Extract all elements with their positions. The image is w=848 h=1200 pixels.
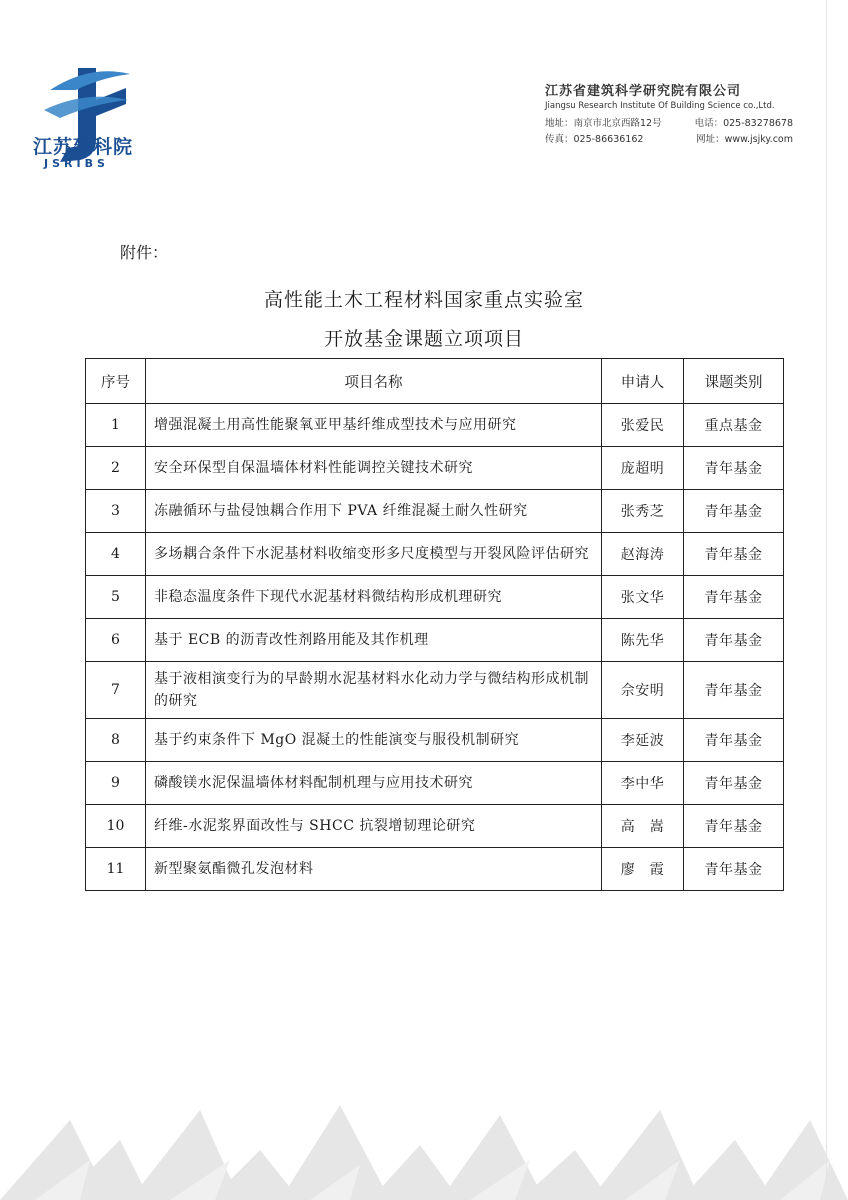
row-category: 重点基金 (684, 404, 784, 447)
row-project-name: 新型聚氨酯微孔发泡材料 (146, 848, 602, 891)
row-num: 8 (86, 719, 146, 762)
contact-row-2 (545, 131, 793, 145)
row-category: 青年基金 (684, 576, 784, 619)
row-category: 青年基金 (684, 805, 784, 848)
row-category: 青年基金 (684, 447, 784, 490)
logo-english-name: JSRIBS (44, 157, 109, 170)
row-applicant: 张文华 (602, 576, 684, 619)
table-row (86, 662, 784, 719)
table-header-row (86, 359, 784, 404)
row-project-name: 基于约束条件下 MgO 混凝土的性能演变与服役机制研究 (146, 719, 602, 762)
row-project-name: 基于液相演变行为的早龄期水泥基材料水化动力学与微结构形成机制的研究 (146, 662, 602, 719)
row-num: 5 (86, 576, 146, 619)
row-num: 3 (86, 490, 146, 533)
footer-triangle-pattern (0, 1010, 848, 1200)
row-project-name: 纤维-水泥浆界面改性与 SHCC 抗裂增韧理论研究 (146, 805, 602, 848)
row-applicant: 赵海涛 (602, 533, 684, 576)
row-applicant: 张秀芝 (602, 490, 684, 533)
row-project-name: 基于 ECB 的沥青改性剂路用能及其作机理 (146, 619, 602, 662)
row-num: 1 (86, 404, 146, 447)
company-address: 地址：南京市北京西路12号 (545, 118, 662, 129)
annex-label: 附件： (120, 243, 169, 262)
table-row (86, 447, 784, 490)
row-category: 青年基金 (684, 719, 784, 762)
table-row (86, 404, 784, 447)
row-num: 6 (86, 619, 146, 662)
row-applicant: 佘安明 (602, 662, 684, 719)
row-project-name: 冻融循环与盐侵蚀耦合作用下 PVA 纤维混凝土耐久性研究 (146, 490, 602, 533)
row-category: 青年基金 (684, 848, 784, 891)
header-project-name: 项目名称 (146, 359, 602, 404)
row-applicant: 李延波 (602, 719, 684, 762)
row-num: 11 (86, 848, 146, 891)
row-applicant: 张爱民 (602, 404, 684, 447)
header-category: 课题类别 (684, 359, 784, 404)
table-row (86, 619, 784, 662)
header-applicant: 申请人 (602, 359, 684, 404)
table-row (86, 490, 784, 533)
company-name-cn: 江苏省建筑科学研究院有限公司 (545, 84, 742, 99)
row-category: 青年基金 (684, 762, 784, 805)
row-applicant: 李中华 (602, 762, 684, 805)
row-project-name: 磷酸镁水泥保温墙体材料配制机理与应用技术研究 (146, 762, 602, 805)
header-num: 序号 (86, 359, 146, 404)
row-project-name: 非稳态温度条件下现代水泥基材料微结构形成机理研究 (146, 576, 602, 619)
page-edge-line (826, 0, 827, 1200)
table-row (86, 576, 784, 619)
table-row (86, 719, 784, 762)
company-fax: 传真：025-86636162 (545, 134, 644, 145)
table-row (86, 762, 784, 805)
logo-chinese-name: 江苏建科院 (33, 136, 134, 158)
row-category: 青年基金 (684, 619, 784, 662)
row-num: 2 (86, 447, 146, 490)
company-letterhead (545, 80, 805, 145)
table-row (86, 805, 784, 848)
row-category: 青年基金 (684, 662, 784, 719)
row-num: 7 (86, 662, 146, 719)
company-phone: 电话：025-83278678 (694, 118, 793, 129)
projects-table (85, 358, 784, 891)
row-num: 4 (86, 533, 146, 576)
company-name-en: Jiangsu Research Institute Of Building Science co.,Ltd. (545, 101, 775, 111)
row-project-name: 多场耦合条件下水泥基材料收缩变形多尺度模型与开裂风险评估研究 (146, 533, 602, 576)
row-category: 青年基金 (684, 490, 784, 533)
row-applicant: 陈先华 (602, 619, 684, 662)
table-row (86, 848, 784, 891)
row-project-name: 安全环保型自保温墙体材料性能调控关键技术研究 (146, 447, 602, 490)
document-subtitle: 开放基金课题立项项目 (323, 328, 524, 350)
row-applicant: 高 嵩 (602, 805, 684, 848)
row-applicant: 庞超明 (602, 447, 684, 490)
document-title: 高性能土木工程材料国家重点实验室 (263, 289, 584, 311)
row-num: 9 (86, 762, 146, 805)
row-project-name: 增强混凝土用高性能聚氧亚甲基纤维成型技术与应用研究 (146, 404, 602, 447)
company-website: 网址：www.jsjky.com (696, 134, 793, 145)
row-num: 10 (86, 805, 146, 848)
contact-row-1 (545, 115, 793, 129)
row-category: 青年基金 (684, 533, 784, 576)
row-applicant: 廖 霞 (602, 848, 684, 891)
table-row (86, 533, 784, 576)
